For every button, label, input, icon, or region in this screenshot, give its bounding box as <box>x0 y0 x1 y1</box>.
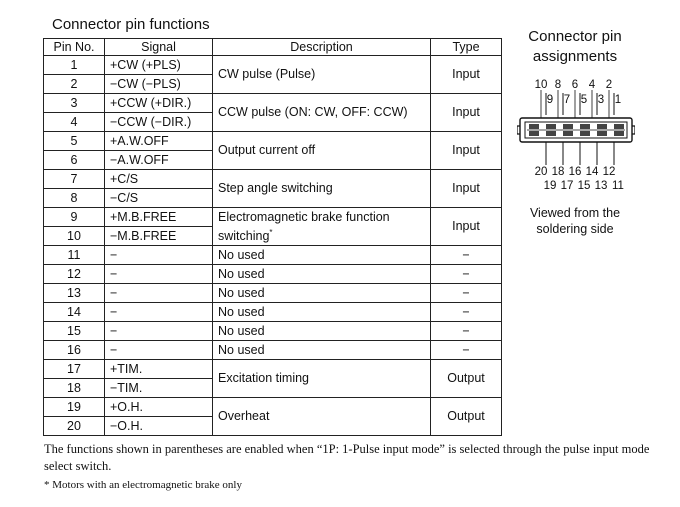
pin-label: 7 <box>563 94 571 106</box>
description-cell: No used <box>213 303 431 322</box>
pin-label: 1 <box>614 94 622 106</box>
pin-label: 4 <box>588 79 596 91</box>
type-cell: − <box>431 341 502 360</box>
signal-name: − <box>105 284 213 303</box>
type-cell: − <box>431 265 502 284</box>
section-title: Connector pin functions <box>52 16 210 33</box>
description-text: Electromagnetic brake function switching <box>218 209 390 244</box>
pin-label: 5 <box>580 94 588 106</box>
pin-label: 19 <box>543 180 557 192</box>
signal-name: −CW (−PLS) <box>105 75 213 94</box>
assignments-title: Connector pin assignments <box>528 28 622 65</box>
footnote-marker: * <box>269 227 273 237</box>
signal-name: +O.H. <box>105 398 213 417</box>
type-cell: − <box>431 246 502 265</box>
description-cell: Overheat <box>213 398 431 436</box>
signal-name: −TIM. <box>105 379 213 398</box>
signal-name: −CCW (−DIR.) <box>105 113 213 132</box>
pin-number: 4 <box>44 113 105 132</box>
diagram-caption: Viewed from the soldering side <box>529 206 621 236</box>
description-cell: No used <box>213 341 431 360</box>
description-cell <box>213 208 431 246</box>
table-row <box>44 398 502 417</box>
type-cell: Input <box>431 56 502 94</box>
signal-name: +CW (+PLS) <box>105 56 213 75</box>
pin-label: 6 <box>571 79 579 91</box>
signal-name: +M.B.FREE <box>105 208 213 227</box>
signal-name: − <box>105 246 213 265</box>
signal-name: −O.H. <box>105 417 213 436</box>
signal-name: +C/S <box>105 170 213 189</box>
pin-number: 5 <box>44 132 105 151</box>
table-row <box>44 303 502 322</box>
pin-function-table <box>43 38 502 436</box>
pin-number: 1 <box>44 56 105 75</box>
description-cell: No used <box>213 322 431 341</box>
description-cell: CCW pulse (ON: CW, OFF: CCW) <box>213 94 431 132</box>
pin-number: 15 <box>44 322 105 341</box>
type-cell: Input <box>431 208 502 246</box>
table-row <box>44 360 502 379</box>
pin-label: 20 <box>534 166 548 178</box>
type-cell: Input <box>431 170 502 208</box>
pin-number: 12 <box>44 265 105 284</box>
pin-number: 19 <box>44 398 105 417</box>
leader-lines-bottom <box>546 142 614 165</box>
header-pin-no: Pin No. <box>44 39 105 56</box>
type-cell: Output <box>431 398 502 436</box>
description-cell: No used <box>213 246 431 265</box>
pin-label: 12 <box>602 166 616 178</box>
pin-number: 20 <box>44 417 105 436</box>
table-row <box>44 341 502 360</box>
signal-name: − <box>105 341 213 360</box>
connector-diagram <box>517 76 635 194</box>
type-cell: Output <box>431 360 502 398</box>
pin-label: 11 <box>612 180 624 192</box>
description-cell: No used <box>213 265 431 284</box>
pin-number: 8 <box>44 189 105 208</box>
pin-label: 2 <box>605 79 613 91</box>
signal-name: −C/S <box>105 189 213 208</box>
pin-label: 8 <box>554 79 562 91</box>
signal-name: −M.B.FREE <box>105 227 213 246</box>
table-row <box>44 322 502 341</box>
header-description: Description <box>213 39 431 56</box>
table-header-row <box>44 39 502 56</box>
pin-number: 18 <box>44 379 105 398</box>
table-row <box>44 132 502 151</box>
pin-label: 13 <box>594 180 608 192</box>
pin-number: 11 <box>44 246 105 265</box>
pin-number: 7 <box>44 170 105 189</box>
type-cell: − <box>431 322 502 341</box>
header-signal: Signal <box>105 39 213 56</box>
pin-number: 6 <box>44 151 105 170</box>
footnote-parentheses: The functions shown in parentheses are enabled when “1P: 1-Pulse input mode” is selected through the pulse input mode select switch. <box>44 442 650 473</box>
connector-body <box>517 118 635 142</box>
table-row <box>44 246 502 265</box>
signal-name: − <box>105 265 213 284</box>
signal-name: −A.W.OFF <box>105 151 213 170</box>
signal-name: +TIM. <box>105 360 213 379</box>
signal-name: − <box>105 303 213 322</box>
pin-number: 16 <box>44 341 105 360</box>
signal-name: +A.W.OFF <box>105 132 213 151</box>
pin-label: 17 <box>560 180 574 192</box>
pin-label: 10 <box>534 79 548 91</box>
type-cell: Input <box>431 132 502 170</box>
description-cell: Output current off <box>213 132 431 170</box>
description-cell: CW pulse (Pulse) <box>213 56 431 94</box>
description-cell: Excitation timing <box>213 360 431 398</box>
table-row <box>44 170 502 189</box>
pin-label: 14 <box>585 166 599 178</box>
footnote-brake: * Motors with an electromagnetic brake only <box>44 479 242 491</box>
pin-number: 17 <box>44 360 105 379</box>
header-type: Type <box>431 39 502 56</box>
pin-number: 13 <box>44 284 105 303</box>
table-row <box>44 265 502 284</box>
signal-name: − <box>105 322 213 341</box>
type-cell: Input <box>431 94 502 132</box>
pin-label: 18 <box>551 166 565 178</box>
pin-label: 15 <box>577 180 591 192</box>
type-cell: − <box>431 303 502 322</box>
description-cell: Step angle switching <box>213 170 431 208</box>
table-row <box>44 208 502 227</box>
pin-label: 16 <box>568 166 582 178</box>
description-cell: No used <box>213 284 431 303</box>
signal-name: +CCW (+DIR.) <box>105 94 213 113</box>
pin-number: 10 <box>44 227 105 246</box>
table-row <box>44 56 502 75</box>
pin-number: 9 <box>44 208 105 227</box>
table-row <box>44 284 502 303</box>
pin-number: 2 <box>44 75 105 94</box>
pin-number: 14 <box>44 303 105 322</box>
pin-label: 9 <box>546 94 554 106</box>
table-row <box>44 94 502 113</box>
pin-label: 3 <box>597 94 605 106</box>
pin-number: 3 <box>44 94 105 113</box>
type-cell: − <box>431 284 502 303</box>
